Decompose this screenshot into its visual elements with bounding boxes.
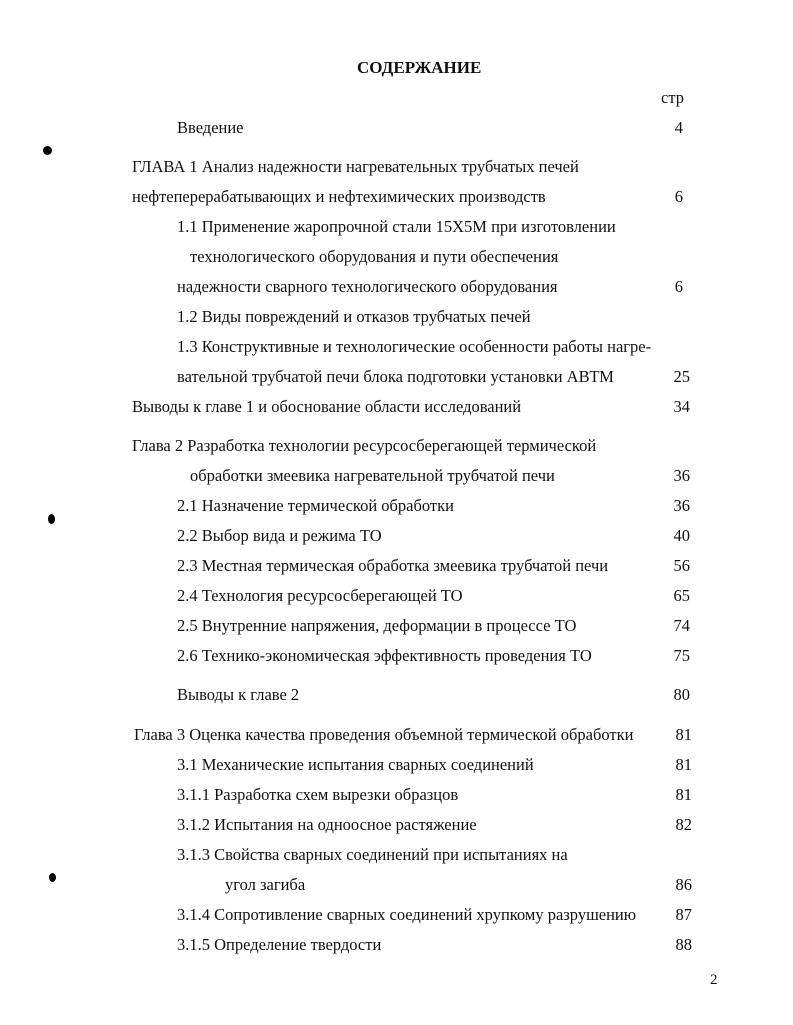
toc-entry-page: 75: [673, 646, 690, 665]
toc-entry-text: Глава 2 Разработка технологии ресурсосберегающей термической: [132, 436, 597, 455]
toc-entry-page: 25: [673, 367, 690, 386]
toc-entry-text: Глава 3 Оценка качества проведения объемной термической обработки: [134, 725, 634, 744]
toc-entry-page: 34: [673, 397, 690, 416]
toc-entry-text: Выводы к главе 2: [177, 685, 300, 704]
toc-entry-page: 86: [675, 875, 692, 894]
toc-entry-text: ГЛАВА 1 Анализ надежности нагревательных трубчатых печей: [132, 157, 579, 176]
toc-entry-text: 1.3 Конструктивные и технологические особенности работы нагре-: [177, 337, 652, 356]
scan-speck: [43, 146, 52, 155]
toc-entry-page: 56: [673, 556, 690, 575]
toc-entry-text: угол загиба: [225, 875, 306, 894]
toc-entry-text: 3.1.5 Определение твердости: [177, 935, 382, 954]
toc-entry-text: Выводы к главе 1 и обоснование области исследований: [132, 397, 522, 416]
toc-entry-text: 3.1 Механические испытания сварных соединений: [177, 755, 534, 774]
toc-entry-page: 6: [674, 277, 683, 296]
toc-entry-text: 2.5 Внутренние напряжения, деформации в процессе ТО: [177, 616, 577, 635]
scan-speck: [48, 514, 55, 524]
toc-entry-text: Введение: [177, 118, 244, 137]
page-column-header: стр: [661, 88, 684, 107]
page-number: 2: [710, 972, 718, 988]
toc-entry-text: 3.1.2 Испытания на одноосное растяжение: [177, 815, 477, 834]
toc-entry-page: 88: [675, 935, 692, 954]
toc-entry-page: 36: [673, 466, 690, 485]
toc-entry-page: 6: [674, 187, 683, 206]
toc-entry-page: 65: [673, 586, 690, 605]
toc-entry-page: 36: [673, 496, 690, 515]
toc-entry-page: 40: [673, 526, 690, 545]
toc-entry-text: технологического оборудования и пути обеспечения: [190, 247, 559, 266]
toc-entry-page: 4: [674, 118, 683, 137]
scan-speck: [49, 873, 56, 882]
page-title: СОДЕРЖАНИЕ: [357, 58, 482, 77]
toc-entry-text: нефтеперерабатывающих и нефтехимических производств: [132, 187, 546, 206]
toc-entry-page: 82: [675, 815, 692, 834]
toc-entry-text: 2.6 Технико-экономическая эффективность проведения ТО: [177, 646, 592, 665]
toc-entry-text: вательной трубчатой печи блока подготовки установки АВТМ: [177, 367, 614, 386]
toc-entry-text: 3.1.3 Свойства сварных соединений при испытаниях на: [177, 845, 568, 864]
toc-entry-text: 2.3 Местная термическая обработка змеевика трубчатой печи: [177, 556, 609, 575]
toc-entry-text: обработки змеевика нагревательной трубчатой печи: [190, 466, 555, 485]
toc-entry-text: 1.2 Виды повреждений и отказов трубчатых печей: [177, 307, 531, 326]
toc-entry-text: 1.1 Применение жаропрочной стали 15Х5М при изготовлении: [177, 217, 616, 236]
toc-entry-page: 80: [673, 685, 690, 704]
toc-entry-page: 81: [675, 755, 692, 774]
toc-entry-text: 2.2 Выбор вида и режима ТО: [177, 526, 382, 545]
toc-entry-page: 81: [675, 785, 692, 804]
toc-entry-text: 2.1 Назначение термической обработки: [177, 496, 454, 515]
toc-entry-text: 3.1.1 Разработка схем вырезки образцов: [177, 785, 459, 804]
toc-entry-text: надежности сварного технологического оборудования: [177, 277, 558, 296]
toc-entry-page: 74: [673, 616, 690, 635]
toc-entry-page: 87: [675, 905, 692, 924]
toc-entry-text: 3.1.4 Сопротивление сварных соединений хрупкому разрушению: [177, 905, 637, 924]
toc-entry-text: 2.4 Технология ресурсосберегающей ТО: [177, 586, 463, 605]
toc-entry-page: 81: [675, 725, 692, 744]
